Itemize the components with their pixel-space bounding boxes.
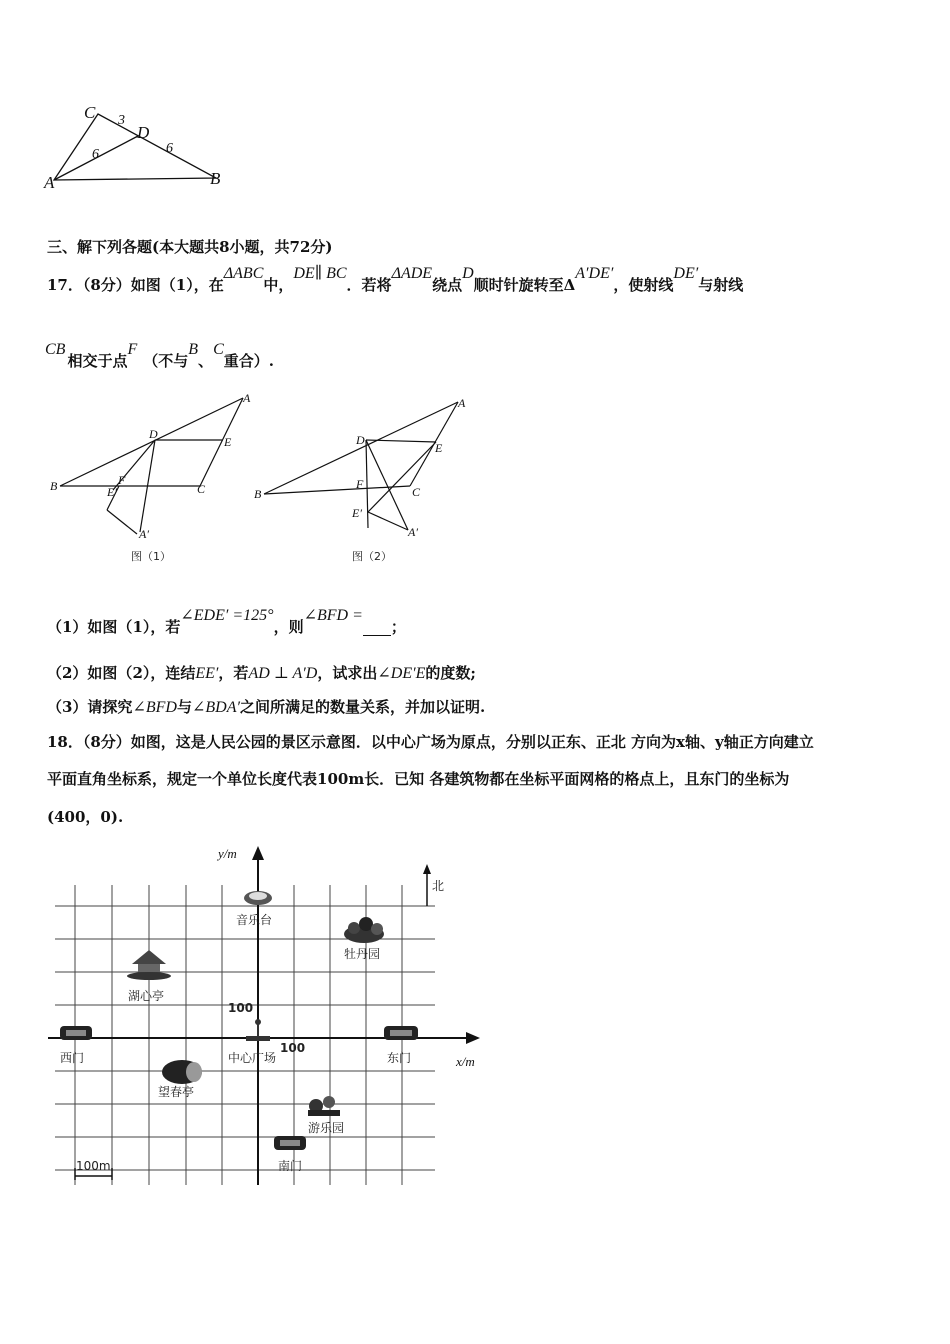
- q17-line1: [47, 265, 744, 295]
- q17-sub3: [47, 696, 485, 717]
- q17-text-buyu: （不与: [143, 352, 189, 370]
- place-amusement-park: 游乐园: [308, 1121, 345, 1135]
- q17-de-parallel-bc: DE∥ BC: [293, 265, 347, 282]
- fig2-caption: 图（2）: [352, 550, 392, 563]
- q17-tri-abc: ΔABC: [223, 265, 264, 282]
- south-gate-icon: [274, 1136, 306, 1150]
- q17-sub3-text-a: （3）请探究: [47, 698, 133, 716]
- length-cd: 3: [118, 113, 125, 128]
- q17-text-xiangjiao: 相交于点: [67, 352, 128, 370]
- q17-point-d: D: [462, 265, 474, 282]
- q17-sub2: [47, 662, 476, 683]
- label-D: D: [137, 123, 150, 142]
- y-tick-100: 100: [228, 1001, 254, 1015]
- q17-sub1-answer-blank[interactable]: [363, 621, 391, 636]
- q17-sub3-bfd: ∠BFD: [132, 699, 177, 716]
- q18-line1: 18．（8分）如图，这是人民公园的景区示意图．以中心广场为原点，分别以正东、正北 方向为x轴、y轴正方向建立: [47, 733, 814, 751]
- fig1-label-A: A: [243, 391, 251, 405]
- q17-figure-2: [250, 390, 475, 565]
- fig2-label-F: F: [356, 477, 364, 491]
- fig1-label-E-prime: E′: [107, 485, 117, 499]
- place-peony-garden: 牡丹园: [344, 947, 381, 961]
- triangle-figure-top: [40, 100, 240, 195]
- y-axis-label: y/m: [218, 846, 237, 861]
- place-music-stage: 音乐台: [236, 913, 273, 927]
- east-gate-icon: [384, 1026, 418, 1040]
- fig1-label-E: E: [224, 435, 232, 449]
- place-south-gate: 南门: [278, 1159, 303, 1173]
- q17-line2: [45, 341, 274, 371]
- q17-text-chonghe: 重合）.: [223, 352, 274, 370]
- fig2-label-C: C: [412, 485, 421, 499]
- place-center-square: 中心广场: [228, 1051, 277, 1065]
- q17-text-zhong: 中，: [263, 276, 294, 294]
- q17-text-shishe: ，使射线: [613, 276, 674, 294]
- q17-text-shunshi: 顺时针旋转至Δ: [473, 276, 576, 294]
- q18-line3: (400，0).: [47, 808, 124, 826]
- q17-sub2-angle: ∠DE′E: [377, 665, 426, 682]
- q17-point-c: C: [213, 341, 224, 358]
- q17-sub2-perp: AD ⊥ A′D: [248, 665, 318, 682]
- q17-sub1-angle: ∠EDE′ =125°: [180, 607, 274, 624]
- q17-text-dun: 、: [198, 352, 214, 370]
- park-map: [40, 840, 490, 1205]
- place-spring-pavilion: 望春亭: [158, 1085, 195, 1099]
- q17-sub1-bfd: ∠BFD =: [303, 607, 363, 624]
- q17-sub1-text-b: ，则: [273, 618, 304, 636]
- fig1-label-C: C: [197, 482, 206, 496]
- section-title: 三、解下列各题(本大题共8小题，共72分): [47, 238, 333, 256]
- north-label: 北: [432, 879, 445, 893]
- spring-pavilion-icon: [162, 1060, 202, 1084]
- place-west-gate: 西门: [60, 1051, 85, 1065]
- fig1-label-B: B: [50, 479, 58, 493]
- q17-ray-cb: CB: [45, 341, 66, 358]
- fig1-label-F: F: [118, 473, 126, 487]
- fig1-label-D: D: [149, 427, 158, 441]
- peony-garden-icon: [344, 917, 384, 943]
- fig2-label-D: D: [356, 433, 365, 447]
- q17-text-yushe: 与射线: [698, 276, 744, 294]
- fig2-label-E: E: [435, 441, 443, 455]
- label-B: B: [210, 169, 221, 188]
- label-A: A: [44, 173, 55, 192]
- q17-sub2-text-c: ，试求出: [317, 664, 378, 682]
- q17-sub3-text-c: 之间所满足的数量关系，并加以证明.: [240, 698, 486, 716]
- fig2-label-B: B: [254, 487, 262, 501]
- q17-sub2-text-a: （2）如图（2），连结: [47, 664, 196, 682]
- center-square-icon: [246, 1019, 270, 1041]
- q17-intro: 17．（8分）如图（1），在: [47, 276, 224, 294]
- q17-sub1: [47, 607, 406, 637]
- q17-tri-ade-rot: A′DE′: [575, 265, 614, 282]
- music-stage-icon: [244, 891, 272, 905]
- q17-sub3-text-b: 与: [176, 698, 192, 716]
- q17-sub1-text-c: ；: [390, 618, 406, 636]
- fig1-label-A-prime: A′: [139, 527, 149, 541]
- fig2-label-A: A: [458, 396, 466, 410]
- q17-sub2-text-d: 的度数;: [425, 664, 476, 682]
- q17-text-raodian: 绕点: [432, 276, 463, 294]
- x-tick-100: 100: [280, 1041, 306, 1055]
- place-east-gate: 东门: [387, 1051, 412, 1065]
- lake-pavilion-icon: [127, 950, 171, 980]
- q17-tri-ade: ΔADE: [391, 265, 433, 282]
- fig2-label-E-prime: E′: [352, 506, 362, 520]
- scale-label: 100m: [76, 1159, 111, 1173]
- amusement-park-icon: [308, 1096, 340, 1116]
- x-axis-label: x/m: [456, 1054, 475, 1069]
- q17-sub1-text-a: （1）如图（1），若: [47, 618, 181, 636]
- q17-sub2-ee: EE′: [195, 665, 219, 682]
- label-C: C: [84, 103, 96, 122]
- q17-point-b: B: [188, 341, 199, 358]
- q18-line2: 平面直角坐标系，规定一个单位长度代表100m长．已知 各建筑物都在坐标平面网格的格点上，且东门的坐标为: [47, 770, 790, 788]
- west-gate-icon: [60, 1026, 92, 1040]
- q17-ray-de: DE′: [673, 265, 699, 282]
- q17-point-f: F: [127, 341, 138, 358]
- q17-text-ruojiang: ．若将: [346, 276, 392, 294]
- length-ad: 6: [92, 147, 99, 162]
- q17-sub3-bda: ∠BDA′: [191, 699, 240, 716]
- q17-figure-1: [45, 390, 260, 565]
- fig2-label-A-prime: A′: [408, 525, 418, 539]
- q17-sub2-text-b: ，若: [218, 664, 249, 682]
- fig1-caption: 图（1）: [131, 550, 171, 563]
- place-lake-pavilion: 湖心亭: [128, 989, 165, 1003]
- length-db: 6: [166, 141, 173, 156]
